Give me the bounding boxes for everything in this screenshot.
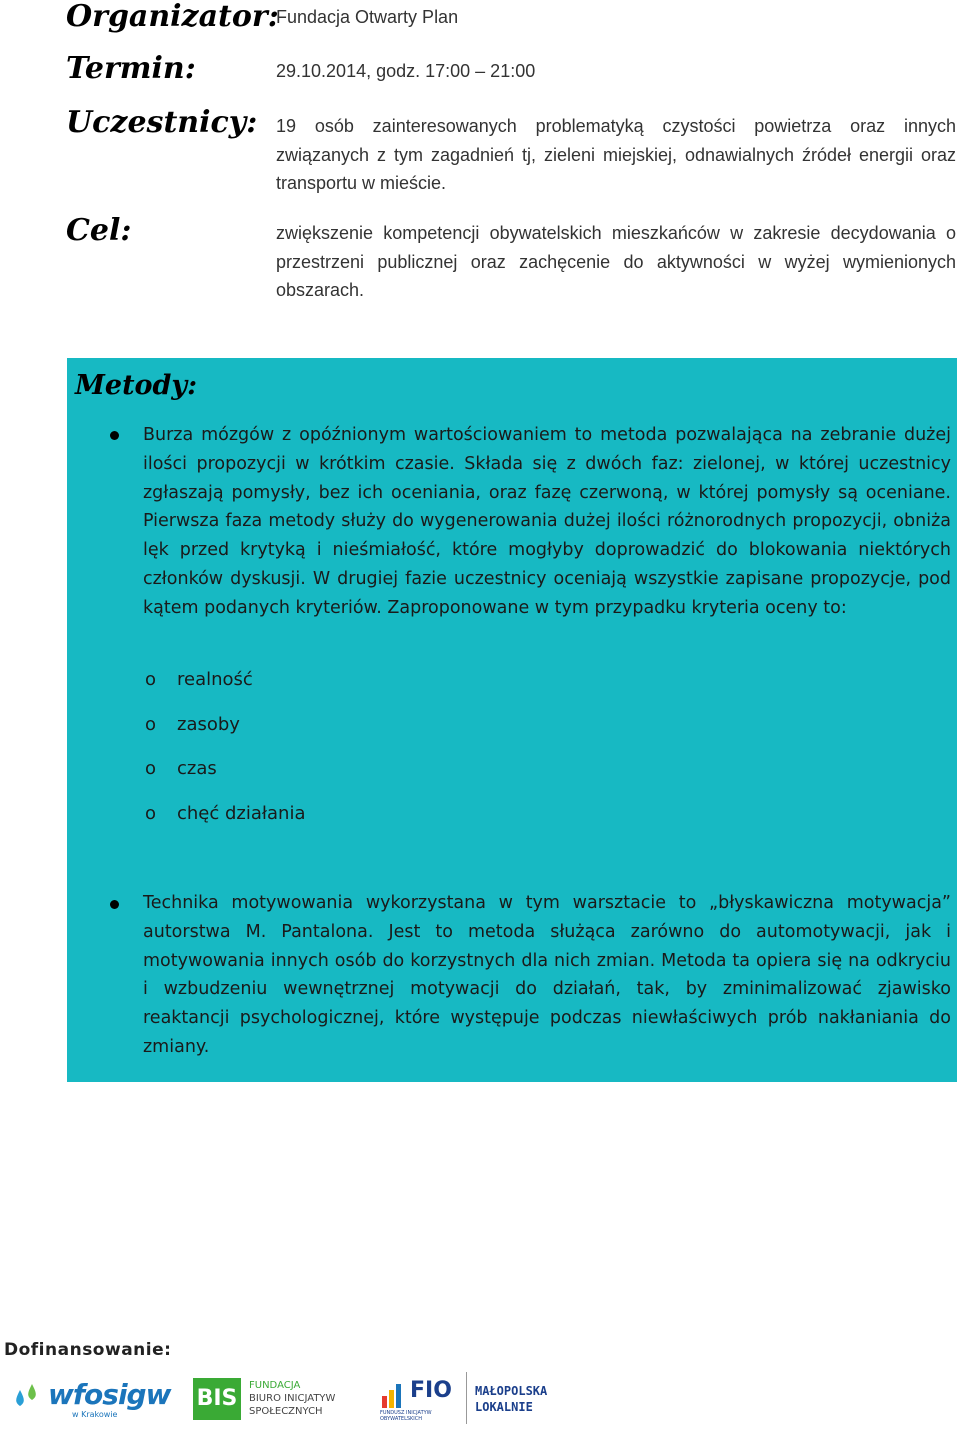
bis-badge: BIS xyxy=(193,1378,241,1420)
bars-icon xyxy=(380,1380,410,1410)
bis-logo xyxy=(193,1372,363,1424)
bis-line2: BIURO INICJATYW xyxy=(249,1393,336,1404)
organizer-value: Fundacja Otwarty Plan xyxy=(276,7,459,27)
goal-value: zwiększenie kompetencji obywatelskich mieszkańców w zakresie decydowania o przestrzeni publicznej oraz zachęcenie do aktywności w wyżej wymienionych obszarach. xyxy=(276,223,956,300)
bis-line3: SPOŁECZNYCH xyxy=(249,1406,323,1417)
circle-marker-icon: o xyxy=(145,803,157,824)
ml-line1: MAŁOPOLSKA xyxy=(475,1384,548,1398)
fio-text: FIO xyxy=(410,1378,452,1403)
circle-marker-icon: o xyxy=(145,714,157,735)
method-brainstorm-text: Burza mózgów z opóźnionym wartościowaniem to metoda pozwalająca na zebranie dużej ilości propozycji w krótkim czasie. Składa się z dwóch faz: zielonej, w której uczestnicy zgłaszają pomysły, bez ich oceniania, oraz fazę czerwoną, w której pomysły są oceniane. Pierwsza faza metody służy do wygenerowania dużej ilości różnorodnych propozycji, obniża lęk przed krytyką i nieśmiałość, które mogłyby doprowadzić do blokowania niektórych członków dyskusji. W drugiej fazie uczestnicy oceniają wszystkie zapisane propozycje, pod kątem podanych kryteriów. Zaproponowane w tym przypadku kryteria oceny to: xyxy=(143,425,951,618)
malopolska-lokalnie-logo xyxy=(466,1372,577,1424)
wfosigw-text: wfosigw xyxy=(48,1378,171,1411)
criteria-item xyxy=(145,757,217,781)
bullet-icon xyxy=(110,431,119,440)
fio-logo xyxy=(380,1372,460,1424)
participants-label: Uczestnicy: xyxy=(66,105,258,140)
methods-title: Metody: xyxy=(75,370,198,401)
participants-value: 19 osób zainteresowanych problematyką czystości powietrza oraz innych związanych z tym zagadnień tj, zieleni miejskiej, odnawialnych źródeł energii oraz transportu w mieście. xyxy=(276,116,956,193)
wfosigw-logo xyxy=(10,1372,170,1424)
criteria-label: realność xyxy=(177,669,253,690)
circle-marker-icon: o xyxy=(145,669,157,690)
criteria-label: czas xyxy=(177,758,217,779)
criteria-label: chęć działania xyxy=(177,803,306,824)
funding-label: Dofinansowanie: xyxy=(4,1340,172,1360)
wfosigw-subtext: w Krakowie xyxy=(72,1410,118,1419)
organizer-label: Organizator: xyxy=(66,0,279,34)
fio-subtext: FUNDUSZ INICJATYW OBYWATELSKICH xyxy=(380,1410,432,1422)
bullet-icon xyxy=(110,900,119,909)
circle-marker-icon: o xyxy=(145,758,157,779)
date-value: 29.10.2014, godz. 17:00 – 21:00 xyxy=(276,61,536,81)
criteria-item xyxy=(145,713,240,737)
ml-line2: LOKALNIE xyxy=(475,1400,533,1414)
goal-label: Cel: xyxy=(66,213,132,248)
criteria-item xyxy=(145,802,306,826)
criteria-label: zasoby xyxy=(177,714,240,735)
method-motivation-text: Technika motywowania wykorzystana w tym warsztacie to „błyskawiczna motywacja” autorstwa M. Pantalona. Jest to metoda służąca zarówno do automotywacji, jak i motywowania innych osób do korzystnych dla nich zmian. Metoda ta opiera się na odkryciu i wzbudzeniu wewnętrznej motywacji do działań, tak, by zminimalizować zjawisko reaktancji psychologicznej, które występuje podczas niewłaściwych prób nakłaniania do zmiany. xyxy=(143,893,951,1057)
methods-section xyxy=(67,358,957,1082)
date-label: Termin: xyxy=(66,51,196,86)
criteria-item xyxy=(145,668,253,692)
bis-line1: FUNDACJA xyxy=(249,1380,301,1391)
